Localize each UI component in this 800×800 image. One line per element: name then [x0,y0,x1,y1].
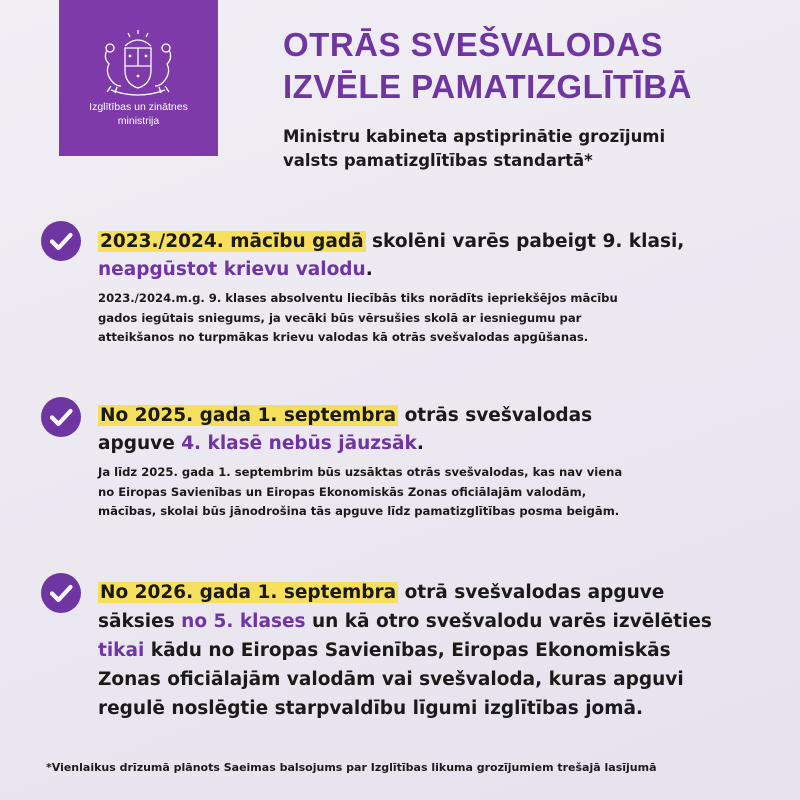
ministry-logo [59,0,218,156]
item-2-detail [98,463,788,522]
item-3-emphasis-b: tikai [98,640,145,661]
item-1-headline [98,228,788,284]
ministry-name-line1: Izglītības un zinātnes [89,101,188,113]
checkmark-circle-icon [41,221,81,261]
item-3-text: otrā svešvalodas apguve [398,582,665,603]
title-line1: OTRĀS SVEŠVALODAS [283,26,664,63]
item-2-detail-line2: no Eiropas Savienības un Eiropas Ekonomiskās Zonas oficiālajām valodām, [98,484,587,499]
item-3-line3-suffix: kādu no Eiropas Savienības, Eiropas Ekonomiskās [144,640,671,661]
item-2-emphasis: 4. klasē nebūs jāuzsāk [181,433,417,454]
item-2-text: otrās svešvalodas [398,405,593,426]
item-2-detail-line3: mācības, skolai būs jānodrošina tās apguve līdz pamatizglītības posma beigām. [98,504,620,518]
ministry-name-line2: ministrija [117,115,160,127]
item-2-text-prefix: apguve [98,433,182,454]
item-1-detail [98,289,788,348]
item-3-line2-prefix: sāksies [98,611,182,632]
item-2-headline [98,402,788,458]
item-2-period: . [416,433,424,454]
subtitle-line1: Ministru kabineta apstiprinātie grozījumi [283,127,666,146]
item-1-detail-line1: 2023./2024.m.g. 9. klases absolventu liecībās tiks norādīts iepriekšējos mācību [98,291,618,305]
checkmark-circle-icon [41,397,81,437]
subtitle-line2: valsts pamatizglītības standartā* [283,151,593,170]
page-title [283,24,783,108]
page-subtitle [283,125,703,173]
item-3-highlight: No 2026. gada 1. septembra [100,582,397,603]
item-1-highlight: 2023./2024. mācību gadā [100,231,364,252]
item-2-detail-line1: Ja līdz 2025. gada 1. septembrim būs uzsāktas otrās svešvalodas, kas nav viena [98,465,623,479]
footnote: *Vienlaikus drīzumā plānots Saeimas balsojums par Izglītības likuma grozījumiem trešajā lasījumā [46,761,657,774]
item-3-line2-suffix: un kā otro svešvalodu varēs izvēlēties [305,611,712,632]
item-3-line4: Zonas oficiālajām valodām vai svešvaloda, kuras apguvi [98,669,684,690]
item-1-detail-line2: gados iegūtais sniegums, ja vecāki būs vērsušies skolā ar iesniegumu par [98,310,582,325]
checkmark-circle-icon [41,573,81,613]
item-3-line5: regulē noslēgtie starpvaldību līgumi izglītības jomā. [98,698,644,719]
item-3-headline [98,578,788,723]
item-1-period: . [365,259,373,280]
latvia-coat-of-arms-icon [97,30,179,96]
ministry-name [59,100,218,128]
title-line2: IZVĒLE PAMATIZGLĪTĪBĀ [283,68,692,105]
item-1-detail-line3: atteikšanos no turpmākas krievu valodas kā otrās svešvalodas apgūšanas. [98,330,589,344]
item-3-emphasis-a: no 5. klases [181,611,306,632]
item-2-highlight: No 2025. gada 1. septembra [100,405,397,426]
item-1-emphasis: neapgūstot krievu valodu [98,259,366,280]
item-1-text: skolēni varēs pabeigt 9. klasi, [365,231,685,252]
